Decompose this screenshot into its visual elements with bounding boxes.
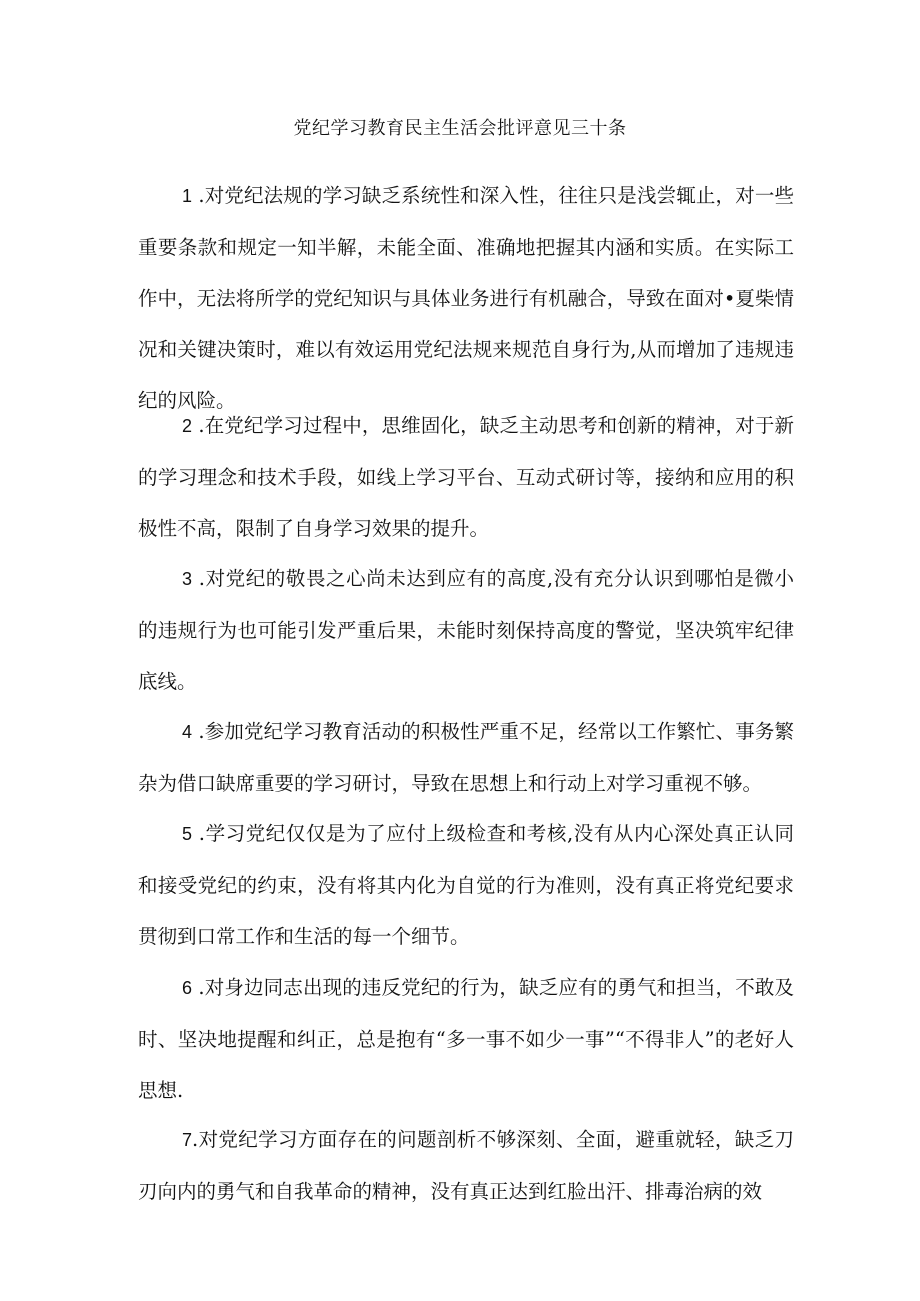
item-number: 2 [182, 416, 193, 436]
paragraph-item-5 [138, 808, 794, 962]
paragraph-item-6 [138, 962, 794, 1116]
item-number: 4 [182, 722, 193, 742]
item-text: .对党纪法规的学习缺乏系统性和深入性，往往只是浅尝辄止，对一些重要条款和规定一知半解，未能全面、准确地把握其内涵和实质。在实际工作中，无法将所学的党纪知识与具体业务进行有机融合，导致在面对•夏柴情况和关键决策时，难以有效运用党纪法规来规范自身行为,从而增加了违规违纪的风险。 [138, 184, 794, 412]
item-text: .对党纪的敬畏之心尚未达到应有的高度,没有充分认识到哪怕是微小的违规行为也可能引发严重后果，未能时刻保持高度的警觉，坚决筑牢纪律底线。 [138, 567, 794, 693]
paragraph-item-2 [138, 400, 794, 554]
paragraph-item-4 [138, 706, 794, 809]
item-text: .在党纪学习过程中，思维固化，缺乏主动思考和创新的精神，对于新的学习理念和技术手段，如线上学习平台、互动式研讨等，接纳和应用的积极性不高，限制了自身学习效果的提升。 [138, 414, 794, 540]
paragraph-item-1 [138, 170, 794, 426]
item-text: .参加党纪学习教育活动的积极性严重不足，经常以工作繁忙、事务繁杂为借口缺席重要的学习研讨，导致在思想上和行动上对学习重视不够。 [138, 720, 794, 795]
item-number: 6 [182, 978, 193, 998]
paragraph-item-7 [138, 1114, 794, 1217]
item-number: 1 [182, 186, 193, 206]
item-text: .学习党纪仅仅是为了应付上级检查和考核,没有从内心深处真正认同和接受党纪的约束，没有将其内化为自觉的行为准则，没有真正将党纪要求贯彻到口常工作和生活的每一个细节。 [138, 822, 794, 948]
paragraph-item-3 [138, 553, 794, 707]
document-title: 党纪学习教育民主生活会批评意见三十条 [293, 118, 627, 139]
item-number: 3 [182, 569, 193, 589]
item-text: .对身边同志出现的违反党纪的行为，缺乏应有的勇气和担当，不敢及时、坚决地提醒和纠正，总是抱有“多一事不如少一事”“不得非人”的老好人思想. [138, 976, 794, 1102]
item-text: .对党纪学习方面存在的问题剖析不够深刻、全面，避重就轻，缺乏刀刃向内的勇气和自我革命的精神，没有真正达到红脸出汗、排毒治病的效 [138, 1128, 794, 1203]
item-number: 5 [182, 824, 193, 844]
item-number: 7 [182, 1130, 193, 1150]
